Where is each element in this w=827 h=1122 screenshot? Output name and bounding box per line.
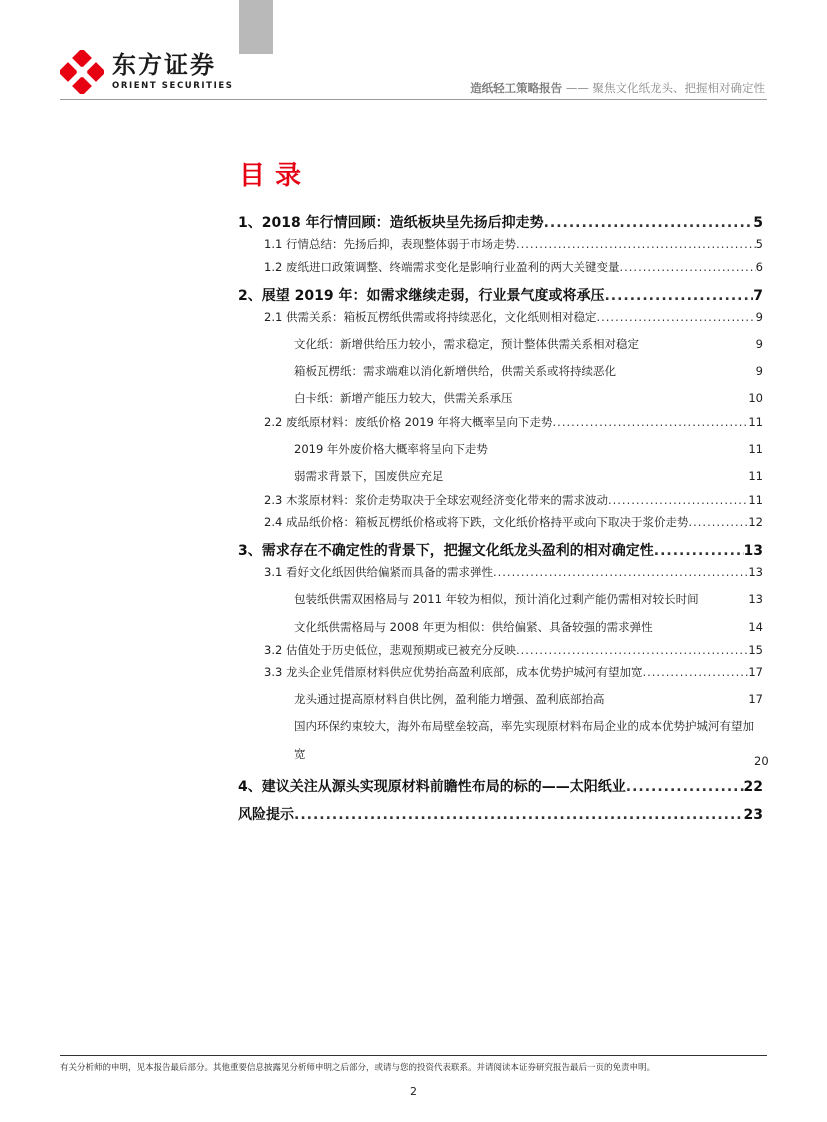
toc-entry-3-3-b[interactable]: 国内环保约束较大，海外布局壁垒较高，率先实现原材料布局企业的成本优势护城河有望加宽 20 — [294, 719, 769, 768]
toc-entry-2-3[interactable]: 2.3 木浆原材料：浆价走势取决于全球宏观经济变化带来的需求波动 ..... 11 — [238, 492, 763, 508]
toc-entry-1-1[interactable]: 1.1 行情总结：先扬后抑，表现整体弱于市场走势 ..... 5 — [238, 236, 763, 252]
toc-entry-3-1-b[interactable]: 文化纸供需格局与 2008 年更为相似：供给偏紧、具备较强的需求弹性 14 — [294, 620, 763, 634]
toc-entry-2-1[interactable]: 2.1 供需关系：箱板瓦楞纸供需或将持续恶化，文化纸则相对稳定 ..... 9 — [238, 309, 763, 325]
toc-entry-2[interactable]: 2、展望 2019 年：如需求继续走弱，行业景气度或将承压 ..... 7 — [238, 285, 763, 305]
brand-name-cn: 东方证券 — [112, 51, 216, 79]
toc-entry-1[interactable]: 1、2018 年行情回顾：造纸板块呈先扬后抑走势 ..... 5 — [238, 212, 763, 232]
toc-entry-2-1-b[interactable]: 箱板瓦楞纸：需求端难以消化新增供给，供需关系或将持续恶化 9 — [294, 364, 763, 378]
toc-entry-2-1-a[interactable]: 文化纸：新增供给压力较小，需求稳定，预计整体供需关系相对稳定 9 — [294, 337, 763, 351]
toc-entry-3-3-a[interactable]: 龙头通过提高原材料自供比例，盈利能力增强、盈利底部抬高 17 — [294, 692, 763, 706]
report-category: 造纸轻工策略报告 — [470, 81, 563, 95]
toc-entry-1-2[interactable]: 1.2 废纸进口政策调整、终端需求变化是影响行业盈利的两大关键变量 ..... 6 — [238, 259, 763, 275]
toc-entry-2-1-c[interactable]: 白卡纸：新增产能压力较大，供需关系承压 10 — [294, 391, 763, 405]
toc-entry-4[interactable]: 4、建议关注从源头实现原材料前瞻性布局的标的——太阳纸业 ..... 22 — [238, 776, 763, 796]
header-divider — [60, 99, 767, 100]
report-header — [470, 80, 765, 96]
toc-entry-3[interactable]: 3、需求存在不确定性的背景下，把握文化纸龙头盈利的相对确定性 ..... 13 — [238, 540, 763, 560]
header-accent-bar — [239, 0, 273, 54]
toc-entry-3-3[interactable]: 3.3 龙头企业凭借原材料供应优势抬高盈利底部，成本优势护城河有望加宽 ..... 17 — [238, 664, 763, 680]
toc-entry-2-4[interactable]: 2.4 成品纸价格：箱板瓦楞纸价格或将下跌，文化纸价格持平或向下取决于浆价走势 ..... 12 — [238, 514, 763, 530]
toc-entry-risk[interactable]: 风险提示 ..... 23 — [238, 804, 763, 824]
header-separator: —— — [565, 81, 589, 95]
toc-entry-3-1[interactable]: 3.1 看好文化纸因供给偏紧而具备的需求弹性 ..... 13 — [238, 564, 763, 580]
brand-name-en: ORIENT SECURITIES — [112, 81, 234, 91]
brand-logo — [60, 50, 234, 96]
toc-entry-3-1-a[interactable]: 包装纸供需双困格局与 2011 年较为相似，预计消化过剩产能仍需相对较长时间 13 — [294, 592, 763, 606]
toc-entry-2-2[interactable]: 2.2 废纸原材料：废纸价格 2019 年将大概率呈向下走势 ..... 11 — [238, 414, 763, 430]
toc-entry-3-2[interactable]: 3.2 估值处于历史低位，悲观预期或已被充分反映 ..... 15 — [238, 642, 763, 658]
footer-disclaimer: 有关分析师的申明，见本报告最后部分。其他重要信息披露见分析师申明之后部分，或请与您的投资代表联系。并请阅读本证券研究报告最后一页的免责申明。 — [60, 1063, 656, 1073]
toc-entry-2-2-b[interactable]: 弱需求背景下，国废供应充足 11 — [294, 469, 763, 483]
report-subtitle: 聚焦文化纸龙头、把握相对确定性 — [592, 81, 765, 95]
page-number: 2 — [410, 1085, 417, 1098]
footer-divider — [60, 1055, 767, 1056]
toc-title: 目录 — [239, 161, 312, 191]
toc-entry-2-2-a[interactable]: 2019 年外废价格大概率将呈向下走势 11 — [294, 442, 763, 456]
orient-securities-logo-icon — [60, 50, 104, 94]
